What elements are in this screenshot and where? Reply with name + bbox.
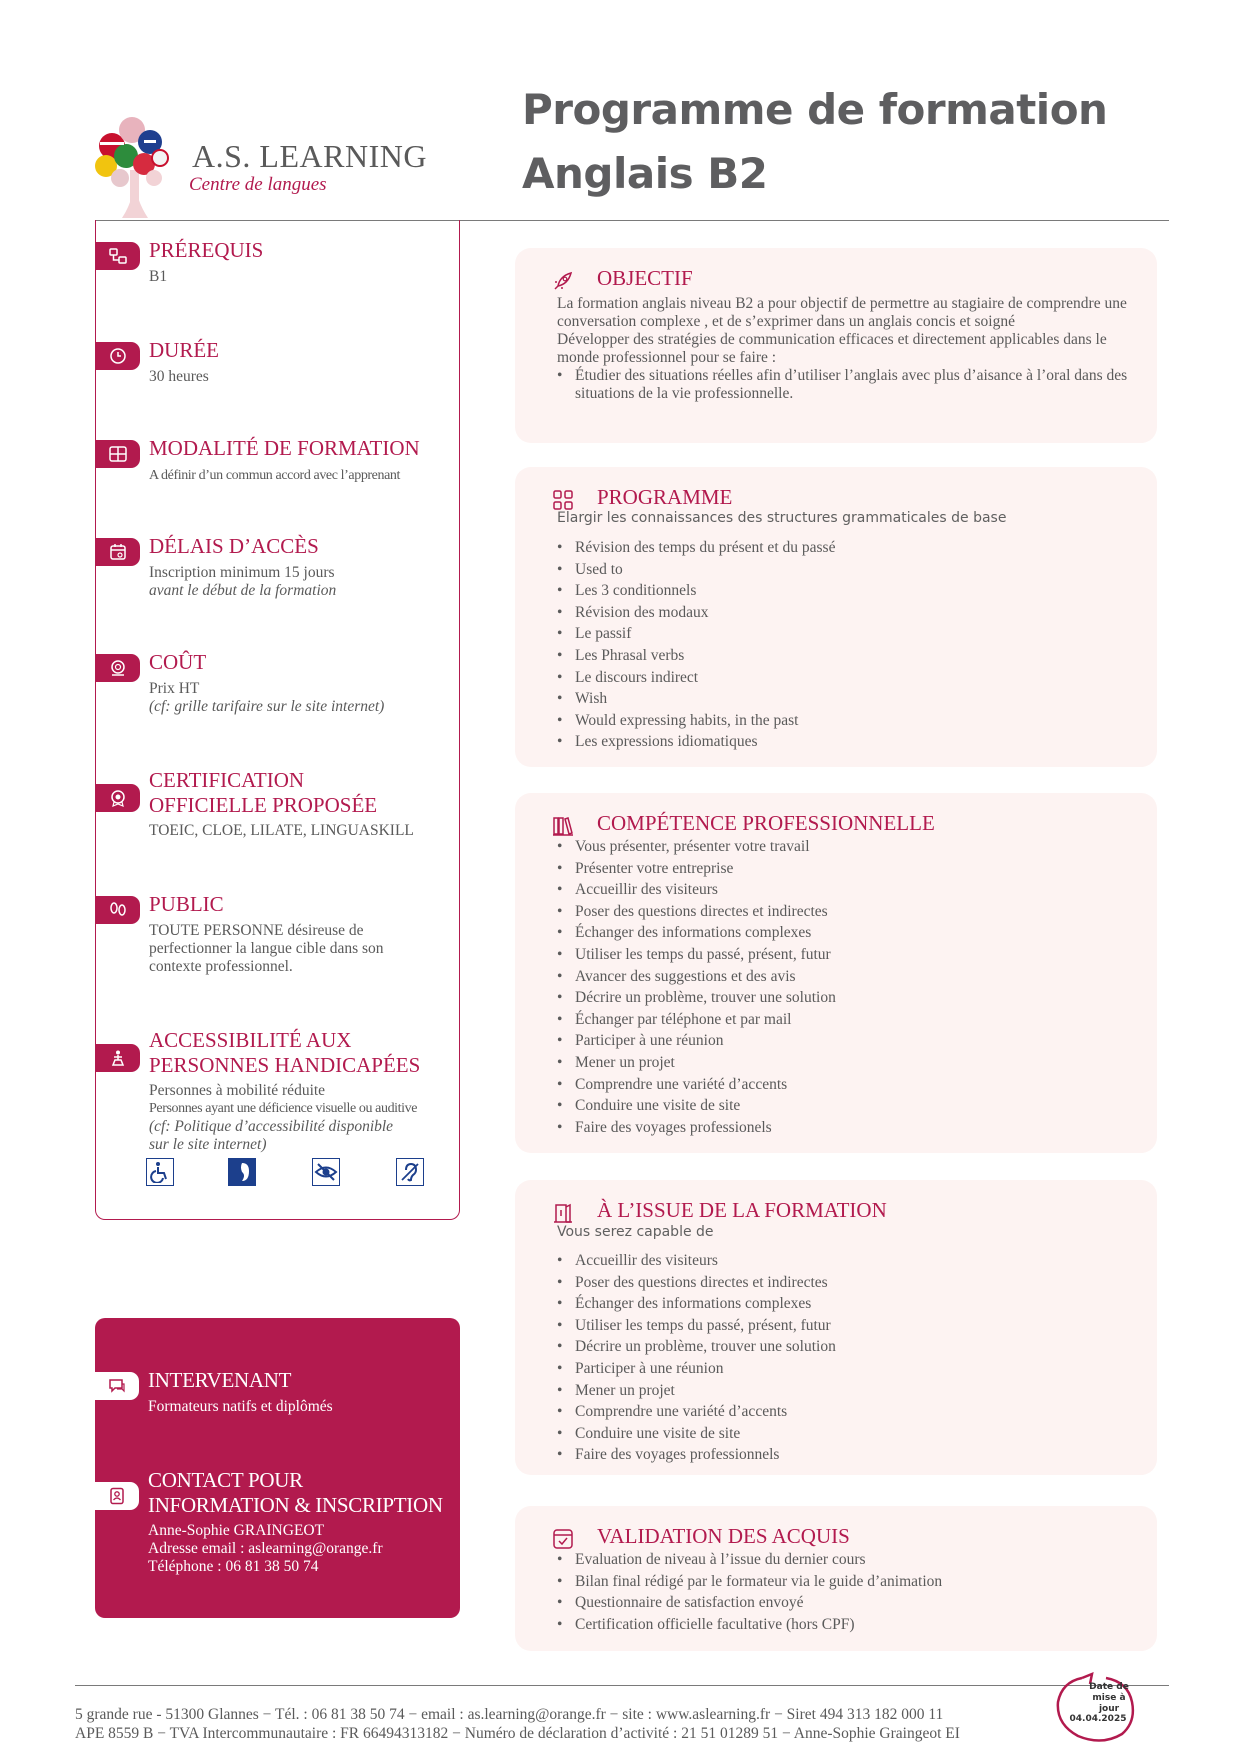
programme-title: PROGRAMME [597, 485, 733, 509]
cout-line2: (cf: grille tarifaire sur le site internet) [149, 698, 385, 715]
public-line3: contexte professionnel. [149, 958, 293, 975]
contact-title-1: CONTACT POUR [148, 1468, 303, 1492]
stamp-label: Date de mise à jour [1089, 1682, 1129, 1714]
objectif-title: OBJECTIF [597, 266, 693, 290]
contact-card-icon [95, 1482, 139, 1510]
public-line1: TOUTE PERSONNE désireuse de [149, 922, 364, 939]
stamp-date: 04.04.2025 [1069, 1714, 1127, 1724]
list-item: • Accueillir des visiteurs [557, 879, 836, 901]
logo-subtitle: Centre de langues [189, 174, 327, 195]
list-item: • Échanger des informations complexes [557, 1293, 836, 1315]
list-item: • Certification officielle facultative (hors CPF) [557, 1614, 942, 1636]
list-item: • Comprendre une variété d’accents [557, 1074, 836, 1096]
prerequis-value: B1 [149, 268, 168, 285]
card-programme [515, 467, 1157, 767]
list-item: • Poser des questions directes et indirectes [557, 901, 836, 923]
footer-line-2: APE 8559 B − TVA Intercommunautaire : FR 66494313182 − Numéro de déclaration d’activité : 21 51 01289 51 − Anne-Sophie Graingeot EI [75, 1725, 960, 1742]
competence-title: COMPÉTENCE PROFESSIONNELLE [597, 811, 935, 835]
list-item: • Poser des questions directes et indirectes [557, 1272, 836, 1294]
accessibilite-line4: sur le site internet) [149, 1136, 267, 1153]
contact-title-2: INFORMATION & INSCRIPTION [148, 1493, 443, 1517]
certification-title-1: CERTIFICATION [149, 768, 305, 792]
list-item: • Décrire un problème, trouver une solution [557, 1336, 836, 1358]
hearing-impairment-icon [396, 1158, 424, 1186]
list-item: • Participer à une réunion [557, 1358, 836, 1380]
footer-line-1: 5 grande rue - 51300 Glannes − Tél. : 06 81 38 50 74 − email : as.learning@orange.fr − site : www.aslearning.fr − Siret 494 313 182 000 11 [75, 1706, 944, 1723]
objectif-paragraph-2: Développer des stratégies de communication efficaces et directement applicables dans le monde professionnel pour se faire : [557, 331, 1107, 366]
accessibilite-line3: (cf: Politique d’accessibilité disponible [149, 1118, 394, 1135]
card-issue [515, 1180, 1157, 1475]
delais-line2: avant le début de la formation [149, 582, 337, 599]
list-item: • Utiliser les temps du passé, présent, futur [557, 944, 836, 966]
footprints-icon [96, 896, 140, 924]
objectif-paragraph-3: • Étudier des situations réelles afin d’utiliser l’anglais avec plus d’aisance à l’oral dans des situations de la vie professionnelle. [557, 367, 1132, 403]
cout-line1: Prix HT [149, 680, 200, 697]
logo-name: A.S. LEARNING [192, 138, 427, 174]
intervenant-title: INTERVENANT [148, 1368, 292, 1392]
list-item: • Les expressions idiomatiques [557, 731, 835, 753]
list-item: • Révision des temps du présent et du passé [557, 537, 835, 559]
list-item: • Le discours indirect [557, 667, 835, 689]
list-item: • Échanger des informations complexes [557, 922, 836, 944]
page-title [522, 78, 1107, 206]
contact-email[interactable]: Adresse email : aslearning@orange.fr [148, 1540, 383, 1557]
visual-impairment-icon [312, 1158, 340, 1186]
list-item: • Used to [557, 559, 835, 581]
list-item: • Participer à une réunion [557, 1030, 836, 1052]
list-item: • Révision des modaux [557, 602, 835, 624]
mental-disability-icon [228, 1158, 256, 1186]
certificate-icon [96, 784, 140, 812]
modalite-value: A définir d’un commun accord avec l’apprenant [149, 468, 401, 483]
list-item: • Mener un projet [557, 1052, 836, 1074]
wheelchair-icon [146, 1158, 174, 1186]
list-item: • Accueillir des visiteurs [557, 1250, 836, 1272]
public-line2: perfectionner la langue cible dans son [149, 940, 384, 957]
list-item: • Wish [557, 688, 835, 710]
clock-icon [96, 342, 140, 370]
rocket-icon [552, 270, 574, 292]
card-validation [515, 1506, 1157, 1651]
chat-icon [95, 1372, 139, 1400]
delais-line1: Inscription minimum 15 jours [149, 564, 335, 581]
contact-phone[interactable]: Téléphone : 06 81 38 50 74 [148, 1558, 319, 1575]
info-panel [95, 220, 460, 1220]
duree-value: 30 heures [149, 368, 209, 385]
issue-list [557, 1250, 836, 1466]
programme-list [557, 537, 835, 753]
list-item: • Le passif [557, 623, 835, 645]
coin-icon [96, 654, 140, 682]
certification-title-2: OFFICIELLE PROPOSÉE [149, 793, 378, 817]
tree-logo-icon [92, 108, 182, 218]
list-item: • Questionnaire de satisfaction envoyé [557, 1592, 942, 1614]
list-item: • Mener un projet [557, 1380, 836, 1402]
accessibilite-title-1: ACCESSIBILITÉ AUX [149, 1028, 352, 1052]
list-item: • Présenter votre entreprise [557, 858, 836, 880]
certification-value: TOEIC, CLOE, LILATE, LINGUASKILL [149, 822, 414, 839]
list-item: • Evaluation de niveau à l’issue du dernier cours [557, 1549, 942, 1571]
list-item: • Bilan final rédigé par le formateur via le guide d’animation [557, 1571, 942, 1593]
contact-name: Anne-Sophie GRAINGEOT [148, 1522, 325, 1539]
list-item: • Would expressing habits, in the past [557, 710, 835, 732]
delais-title: DÉLAIS D’ACCÈS [149, 534, 319, 558]
issue-subtitle: Vous serez capable de [557, 1224, 714, 1240]
accessibility-pictograms [146, 1158, 446, 1188]
list-item: • Faire des voyages professionnels [557, 1444, 836, 1466]
list-item: • Les 3 conditionnels [557, 580, 835, 602]
issue-title: À L’ISSUE DE LA FORMATION [597, 1198, 887, 1222]
list-item: • Conduire une visite de site [557, 1423, 836, 1445]
prerequisites-icon [96, 242, 140, 270]
calendar-icon [96, 538, 140, 566]
grid-icon [552, 489, 574, 511]
books-icon [552, 815, 574, 837]
page-title-line2: Anglais B2 [522, 149, 768, 198]
checkbox-icon [552, 1528, 574, 1550]
footer-divider [75, 1685, 1169, 1686]
intervenant-value: Formateurs natifs et diplômés [148, 1398, 333, 1415]
update-date-stamp [1052, 1672, 1138, 1746]
card-objectif [515, 248, 1157, 443]
layout-icon [96, 440, 140, 468]
list-item: • Conduire une visite de site [557, 1095, 836, 1117]
page-title-line1: Programme de formation [522, 85, 1108, 134]
prerequis-title: PRÉREQUIS [149, 238, 264, 262]
programme-subtitle: Elargir les connaissances des structures grammaticales de base [557, 510, 1007, 526]
cout-title: COÛT [149, 650, 207, 674]
list-item: • Les Phrasal verbs [557, 645, 835, 667]
contact-panel [95, 1318, 460, 1618]
card-competence [515, 793, 1157, 1153]
validation-title: VALIDATION DES ACQUIS [597, 1524, 850, 1548]
accessibilite-title-2: PERSONNES HANDICAPÉES [149, 1053, 421, 1077]
list-item: • Utiliser les temps du passé, présent, futur [557, 1315, 836, 1337]
accessibilite-line1: Personnes à mobilité réduite [149, 1082, 326, 1099]
door-exit-icon [552, 1202, 574, 1224]
list-item: • Avancer des suggestions et des avis [557, 966, 836, 988]
list-item: • Échanger par téléphone et par mail [557, 1009, 836, 1031]
accessibilite-line2: Personnes ayant une déficience visuelle ou auditive [149, 1101, 418, 1116]
list-item: • Comprendre une variété d’accents [557, 1401, 836, 1423]
logo [92, 108, 452, 218]
modalite-title: MODALITÉ DE FORMATION [149, 436, 420, 460]
accessibility-icon [96, 1044, 140, 1072]
list-item: • Décrire un problème, trouver une solution [557, 987, 836, 1009]
duree-title: DURÉE [149, 338, 219, 362]
public-title: PUBLIC [149, 892, 224, 916]
validation-list [557, 1549, 942, 1635]
list-item: • Vous présenter, présenter votre travail [557, 836, 836, 858]
objectif-paragraph-1: La formation anglais niveau B2 a pour objectif de permettre au stagiaire de comprendre une conversation complexe , et de s’exprimer dans un anglais concis et soigné [557, 295, 1127, 330]
list-item: • Faire des voyages professionels [557, 1117, 836, 1139]
competence-list [557, 836, 836, 1138]
